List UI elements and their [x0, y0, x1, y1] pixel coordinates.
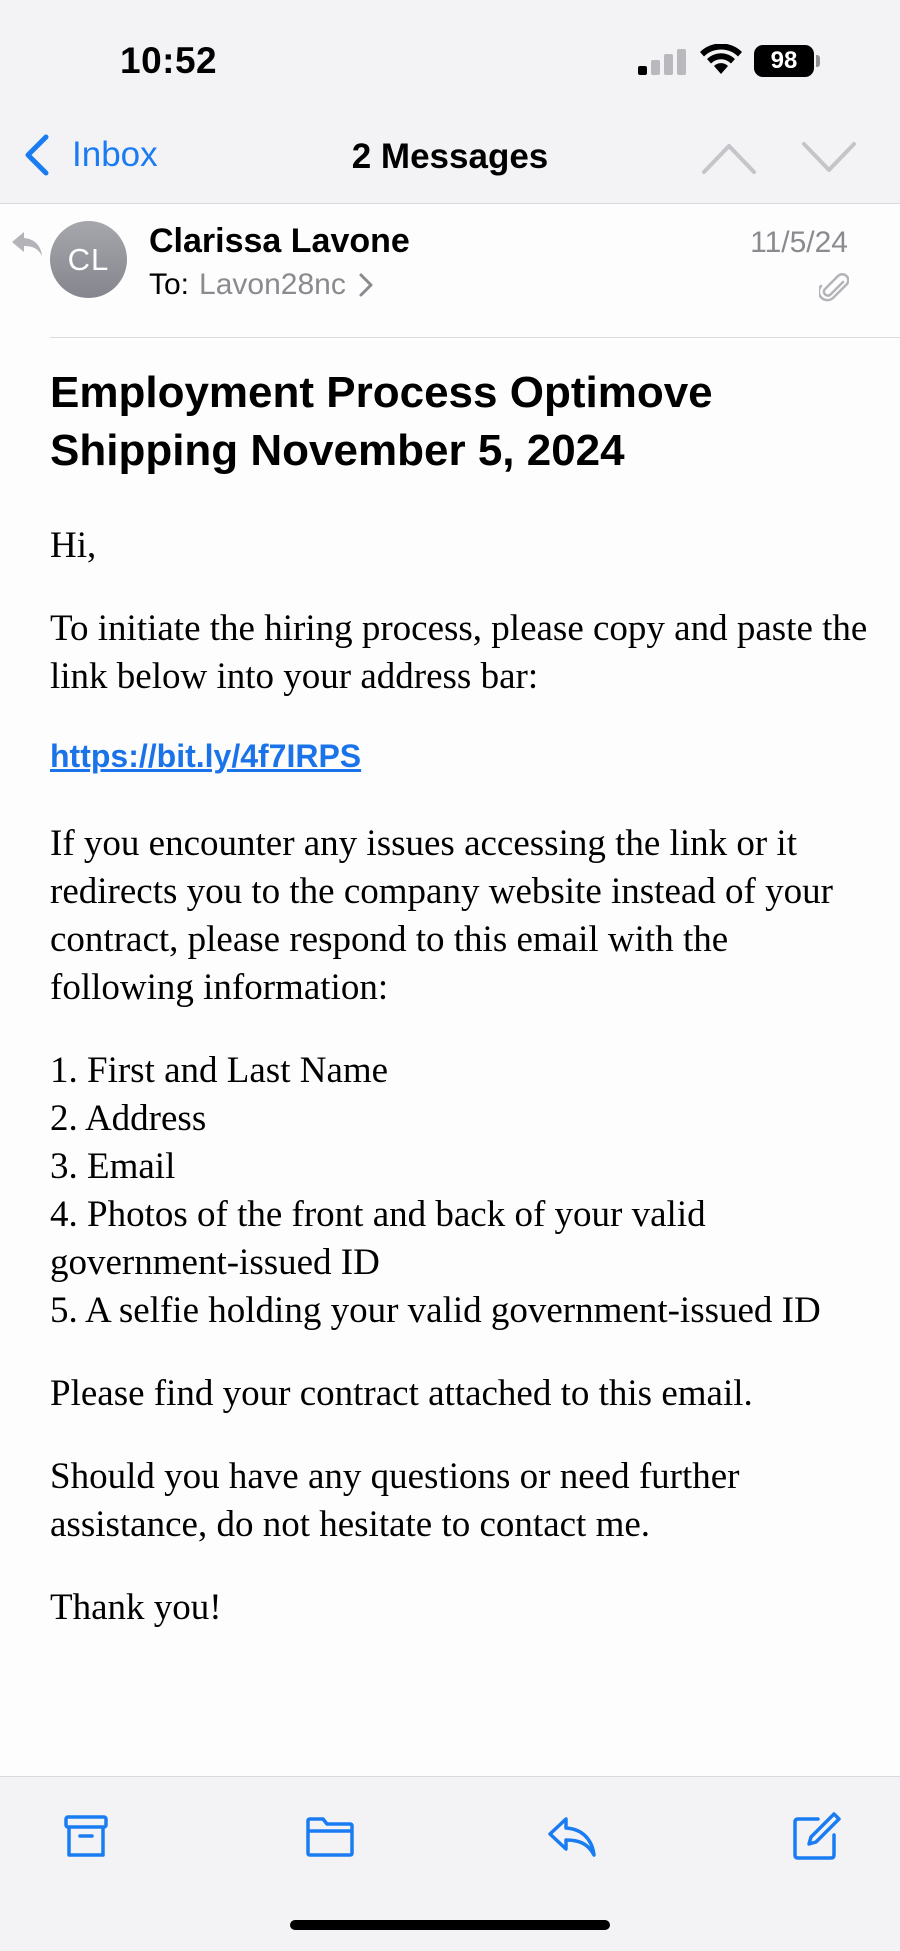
back-to-inbox-button[interactable] — [22, 133, 158, 177]
wifi-icon — [700, 44, 742, 76]
previous-message-button[interactable] — [700, 138, 758, 178]
next-message-button[interactable] — [800, 138, 858, 178]
header-divider — [50, 337, 900, 338]
body-paragraph-3: Please find your contract attached to this email. — [50, 1373, 753, 1414]
email-body — [50, 522, 880, 1667]
list-item: 1. First and Last Name — [50, 1050, 389, 1091]
battery-level: 98 — [754, 45, 814, 77]
paperclip-icon — [819, 272, 849, 304]
reply-icon[interactable] — [546, 1811, 598, 1861]
compose-icon[interactable] — [790, 1811, 842, 1861]
closing: Thank you! — [50, 1587, 222, 1628]
status-time: 10:52 — [120, 40, 218, 81]
list-item: 5. A selfie holding your valid government-issued ID — [50, 1290, 821, 1331]
avatar[interactable]: CL — [50, 221, 127, 298]
greeting: Hi, — [50, 525, 97, 566]
list-item: 4. Photos of the front and back of your valid government-issued ID — [50, 1194, 706, 1283]
chevron-left-icon — [22, 133, 52, 177]
bottom-toolbar — [0, 1776, 900, 1951]
archive-box-icon[interactable] — [60, 1811, 112, 1861]
body-paragraph-1: To initiate the hiring process, please copy and paste the link below into your address bar: — [50, 608, 868, 697]
recipient-value: Lavon28nc — [199, 268, 346, 301]
body-paragraph-2: If you encounter any issues accessing the link or it redirects you to the company website instead of your contract, please respond to this email with the following information: — [50, 823, 833, 1008]
list-item: 2. Address — [50, 1098, 207, 1139]
body-paragraph-4: Should you have any questions or need further assistance, do not hesitate to contact me. — [50, 1456, 740, 1545]
email-subject: Employment Process Optimove Shipping November 5, 2024 — [50, 368, 713, 475]
requirements-list — [50, 1047, 880, 1335]
folder-icon[interactable] — [304, 1811, 356, 1861]
back-label: Inbox — [72, 135, 158, 174]
top-bar — [0, 0, 900, 204]
message-date: 11/5/24 — [750, 226, 848, 259]
list-item: 3. Email — [50, 1146, 176, 1187]
sender-name[interactable]: Clarissa Lavone — [149, 222, 410, 260]
home-indicator[interactable] — [290, 1920, 610, 1930]
chevron-right-icon — [358, 272, 374, 298]
cellular-signal-icon — [638, 49, 688, 75]
recipient-line[interactable] — [149, 268, 374, 302]
reply-arrow-icon — [10, 230, 44, 258]
to-label: To: — [149, 268, 190, 301]
page-title: 2 Messages — [351, 137, 549, 176]
contract-link[interactable]: https://bit.ly/4f7IRPS — [50, 738, 362, 774]
battery-indicator — [754, 45, 820, 77]
